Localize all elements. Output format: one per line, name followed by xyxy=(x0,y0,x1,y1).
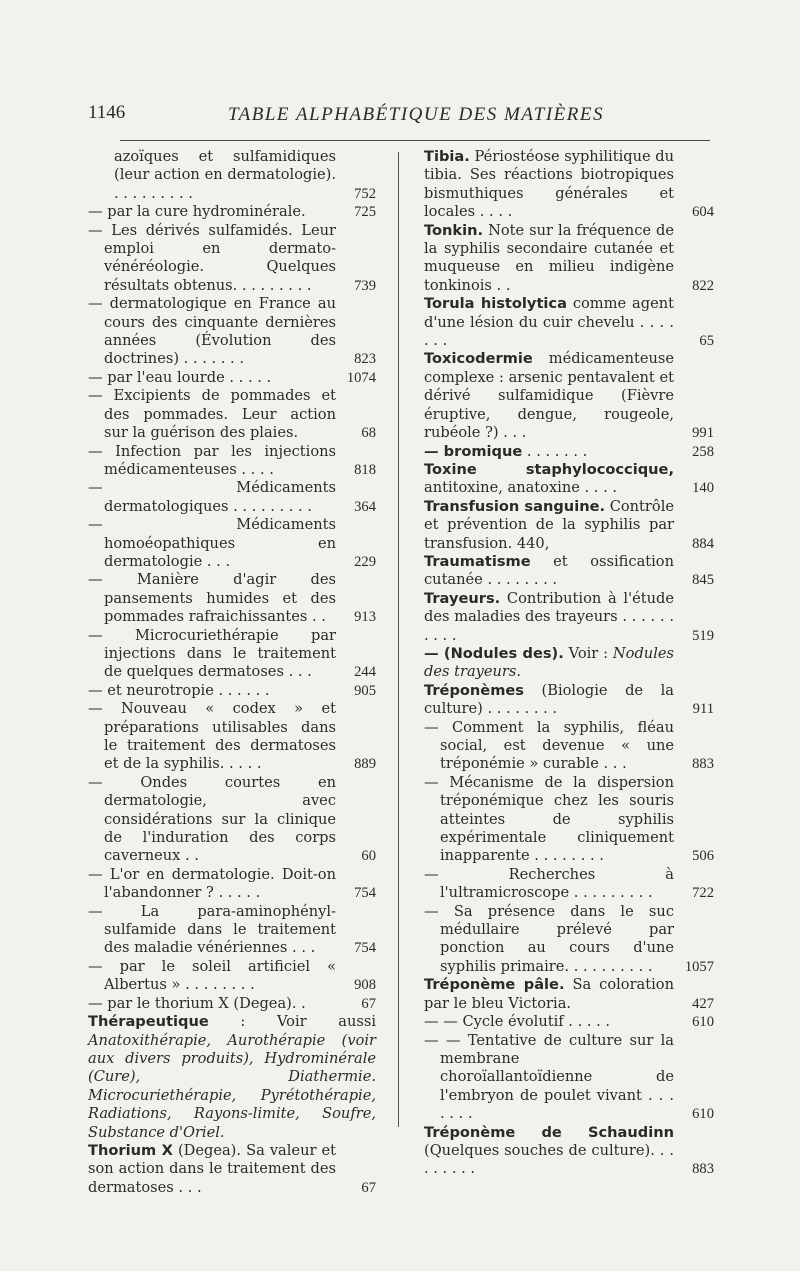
page-number: 1146 xyxy=(88,102,126,123)
index-entry: Tréponème de Schaudinn (Quelques souches de culture). . . . . . . . . 883 xyxy=(424,1123,714,1178)
index-entry: Tonkin. Note sur la fréquence de la syphilis secondaire cutanée et muqueuse en milieu indigène tonkinois . . 822 xyxy=(424,221,714,294)
left-column xyxy=(88,148,376,1197)
index-entry: — (Nodules des). Voir : Nodules des trayeurs. xyxy=(424,644,674,681)
index-entry: Tréponème pâle. Sa coloration par le bleu Victoria. 427 xyxy=(424,976,714,1012)
index-entry: — par le thorium X (Degea). . 67 xyxy=(88,994,376,1012)
index-entry: Traumatisme et ossification cutanée . . . . . . . . 845 xyxy=(424,552,714,589)
index-entry: — bromique . . . . . . . 258 xyxy=(424,442,714,460)
index-entry: — Mécanisme de la dispersion tréponémique chez les souris atteintes de syphilis expérimentale cliniquement inapparente . . . . . . . . 506 xyxy=(424,773,714,865)
column-divider xyxy=(398,152,399,1127)
index-entry: — — Cycle évolutif . . . . . 610 xyxy=(424,1013,714,1031)
index-entry: — L'or en dermatologie. Doit-on l'abandonner ? . . . . . 754 xyxy=(88,865,376,902)
index-entry: — dermatologique en France au cours des cinquante dernières années (Évolution des doctrines) . . . . . . . 823 xyxy=(88,295,376,368)
index-entry: — Recherches à l'ultramicroscope . . . . . . . . . 722 xyxy=(424,865,714,902)
index-entry: — Infection par les injections médicamenteuses . . . . 818 xyxy=(88,442,376,478)
index-entry: — Manière d'agir des pansements humides et des pommades rafraichissantes . . 913 xyxy=(88,571,376,626)
index-entry: — Ondes courtes en dermatologie, avec considérations sur la clinique de l'induration des corps caverneux . . 60 xyxy=(88,773,376,865)
index-entry: — Nouveau « codex » et préparations utilisables dans le traitement des dermatoses et de la syphilis. . . . . 889 xyxy=(88,700,376,773)
index-entry: — et neurotropie . . . . . . 905 xyxy=(88,681,376,699)
index-entry: — Comment la syphilis, fléau social, est devenue « une tréponémie » curable . . . 883 xyxy=(424,718,714,773)
entry-keyword: Thérapeutique xyxy=(88,1013,209,1031)
see-also-refs: Anatoxithérapie, Aurothérapie (voir aux divers produits), Hydrominérale (Cure), Diathermie. Microcuriethérapie, Pyrétothérapie, Radiations, Rayons-limite, Soufre, Substance d'Oriel. xyxy=(88,1031,376,1141)
index-entry: — par la cure hydrominérale. 725 xyxy=(88,203,376,221)
index-entry: Toxicodermie médicamenteuse complexe : arsenic pentavalent et dérivé sulfamidique (Fièvre éruptive, dengue, rougeole, rubéole ?) . . . 991 xyxy=(424,350,714,442)
index-entry: — Médicaments dermatologiques . . . . . . . . . 364 xyxy=(88,479,376,515)
index-entry: Tibia. Périostéose syphilitique du tibia. Ses réactions biotropiques bismuthiques générales et locales . . . . 604 xyxy=(424,148,714,221)
header-rule xyxy=(120,140,710,141)
index-entry: Trayeurs. Contribution à l'étude des maladies des trayeurs . . . . . . . . . . 519 xyxy=(424,589,714,644)
index-entry-therapeutique: Thérapeutique : Voir aussi Anatoxithérapie, Aurothérapie (voir aux divers produits), Hydrominérale (Cure), Diathermie. Microcuriethérapie, Pyrétothérapie, Radiations, Rayons-limite, Soufre, Substance d'Oriel. xyxy=(88,1013,376,1141)
entry-keyword: Thorium X xyxy=(88,1141,173,1159)
index-entry: — Médicaments homoéopathiques en dermatologie . . . 229 xyxy=(88,516,376,570)
index-entry: Tréponèmes (Biologie de la culture) . . . . . . . . 911 xyxy=(424,681,714,718)
page-header xyxy=(88,100,708,130)
running-title: TABLE ALPHABÉTIQUE DES MATIÈRES xyxy=(228,104,604,125)
index-entry: azoïques et sulfamidiques (leur action en dermatologie). . . . . . . . . . 752 xyxy=(114,148,376,202)
index-entry: — Sa présence dans le suc médullaire prélevé par ponction au cours d'une syphilis primaire. . . . . . . . . . 1057 xyxy=(424,902,714,975)
index-entry: Transfusion sanguine. Contrôle et prévention de la syphilis par transfusion. 440, 884 xyxy=(424,497,714,552)
index-entry: Torula histolytica comme agent d'une lésion du cuir chevelu . . . . . . . 65 xyxy=(424,295,714,350)
right-column xyxy=(424,148,714,1179)
index-entry: — Excipients de pommades et des pommades. Leur action sur la guérison des plaies. 68 xyxy=(88,387,376,442)
index-entry: — Microcuriethérapie par injections dans le traitement de quelques dermatoses . . . 244 xyxy=(88,626,376,681)
index-entry: — La para-aminophényl-sulfamide dans le traitement des maladie vénériennes . . . 754 xyxy=(88,902,376,957)
index-entry: Toxine staphylococcique, antitoxine, anatoxine . . . . 140 xyxy=(424,460,714,497)
index-entry-thorium: Thorium X (Degea). Sa valeur et son action dans le traitement des dermatoses . . . 67 xyxy=(88,1141,376,1196)
index-entry: — par l'eau lourde . . . . . 1074 xyxy=(88,368,376,386)
index-entry: — — Tentative de culture sur la membrane choroïallantoïdienne de l'embryon de poulet vivant . . . . . . . 610 xyxy=(424,1031,714,1123)
index-entry: — Les dérivés sulfamidés. Leur emploi en dermato-vénéréologie. Quelques résultats obtenus. . . . . . . . . 739 xyxy=(88,221,376,294)
index-entry: — par le soleil artificiel « Albertus » . . . . . . . . 908 xyxy=(88,957,376,994)
